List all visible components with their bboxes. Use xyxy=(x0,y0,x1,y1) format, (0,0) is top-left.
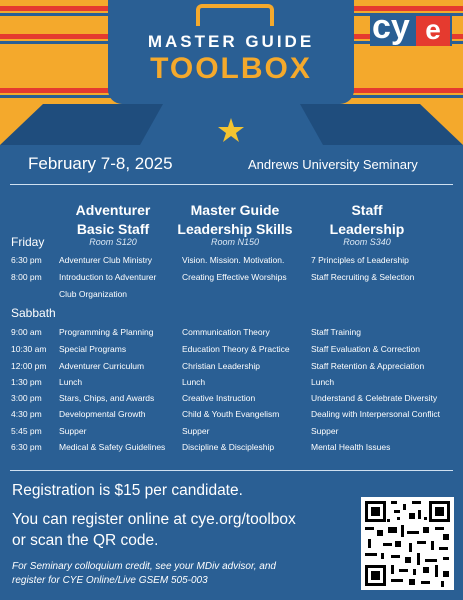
column-header-master-guide xyxy=(175,201,295,239)
time-cell: 6:30 pm xyxy=(11,255,42,265)
session-cell: Creating Effective Worships xyxy=(182,272,287,282)
time-cell: 6:30 pm xyxy=(11,442,42,452)
session-cell: Staff Recruiting & Selection xyxy=(311,272,415,282)
session-cell: Programming & Planning xyxy=(59,327,154,337)
seminary-credit-note xyxy=(12,560,352,588)
time-cell: 1:30 pm xyxy=(11,377,42,387)
session-cell: Adventurer Curriculum xyxy=(59,361,145,371)
session-cell: Adventurer Club Ministry xyxy=(59,255,153,265)
time-cell: 8:00 pm xyxy=(11,272,42,282)
column-title-line1: Adventurer xyxy=(75,202,151,218)
event-venue: Andrews University Seminary xyxy=(248,157,418,172)
session-cell: Communication Theory xyxy=(182,327,270,337)
session-cell: Staff Training xyxy=(311,327,361,337)
session-cell: Supper xyxy=(311,426,339,436)
divider xyxy=(10,184,453,185)
session-cell-continued: Club Organization xyxy=(59,289,128,299)
divider xyxy=(10,470,453,471)
column-title-line2: Basic Staff xyxy=(76,221,150,237)
session-cell: Lunch xyxy=(311,377,335,387)
room-label: Room N150 xyxy=(210,237,260,247)
time-cell: 5:45 pm xyxy=(11,426,42,436)
session-cell: Special Programs xyxy=(59,344,127,354)
session-cell: Child & Youth Evangelism xyxy=(182,409,280,419)
session-cell: Introduction to Adventurer xyxy=(59,272,157,282)
time-cell: 12:00 pm xyxy=(11,361,47,371)
event-date: February 7-8, 2025 xyxy=(28,154,173,173)
time-cell: 9:00 am xyxy=(11,327,42,337)
session-cell: Staff Evaluation & Correction xyxy=(311,344,420,354)
session-cell: Creative Instruction xyxy=(182,393,256,403)
session-cell: Medical & Safety Guidelines xyxy=(59,442,166,452)
column-header-staff-leadership xyxy=(312,201,422,239)
column-title-line1: Master Guide xyxy=(190,202,280,218)
registration-price: Registration is $15 per candidate. xyxy=(12,482,243,499)
time-cell: 3:00 pm xyxy=(11,393,42,403)
qr-pattern xyxy=(361,497,454,590)
session-cell: Supper xyxy=(182,426,210,436)
column-title-line2: Leadership Skills xyxy=(177,221,293,237)
time-cell: 4:30 pm xyxy=(11,409,42,419)
session-cell: Supper xyxy=(59,426,87,436)
column-header-adventurer xyxy=(58,201,168,239)
note-line: For Seminary colloquium credit, see your MDiv advisor, and xyxy=(12,561,276,572)
section-sabbath: Sabbath xyxy=(11,306,56,320)
toolbox-handle xyxy=(196,4,274,26)
session-cell: Christian Leadership xyxy=(182,361,260,371)
session-cell: Education Theory & Practice xyxy=(182,344,290,354)
session-cell: Lunch xyxy=(182,377,206,387)
section-friday: Friday xyxy=(11,235,45,249)
session-cell: Staff Retention & Appreciation xyxy=(311,361,425,371)
title-toolbox: TOOLBOX xyxy=(150,52,312,85)
logo-letter-e: e xyxy=(416,16,450,46)
registration-online: You can register online at cye.org/toolbox xyxy=(12,511,296,528)
header-banner xyxy=(0,0,463,145)
room-label: Room S340 xyxy=(343,237,391,247)
session-cell: 7 Principles of Leadership xyxy=(311,255,409,265)
column-title-line2: Leadership xyxy=(329,221,405,237)
toolbox-tray xyxy=(0,104,463,145)
session-cell: Developmental Growth xyxy=(59,409,146,419)
room-label: Room S120 xyxy=(89,237,137,247)
title-master-guide: MASTER GUIDE xyxy=(147,32,315,51)
qr-code[interactable] xyxy=(361,497,454,590)
registration-qr-instruction: or scan the QR code. xyxy=(12,532,159,549)
session-cell: Understand & Celebrate Diversity xyxy=(311,393,438,403)
logo-letters-cy: cy xyxy=(372,8,410,46)
session-cell: Mental Health Issues xyxy=(311,442,391,452)
session-cell: Vision. Mission. Motivation. xyxy=(182,255,285,265)
session-cell: Lunch xyxy=(59,377,83,387)
session-cell: Dealing with Interpersonal Conflict xyxy=(311,409,440,419)
session-cell: Discipline & Discipleship xyxy=(182,442,275,452)
column-title-line1: Staff xyxy=(351,202,383,218)
session-cell: Stars, Chips, and Awards xyxy=(59,393,155,403)
note-line: register for CYE Online/Live GSEM 505-003 xyxy=(12,575,208,586)
cye-logo xyxy=(370,8,452,46)
time-cell: 10:30 am xyxy=(11,344,47,354)
